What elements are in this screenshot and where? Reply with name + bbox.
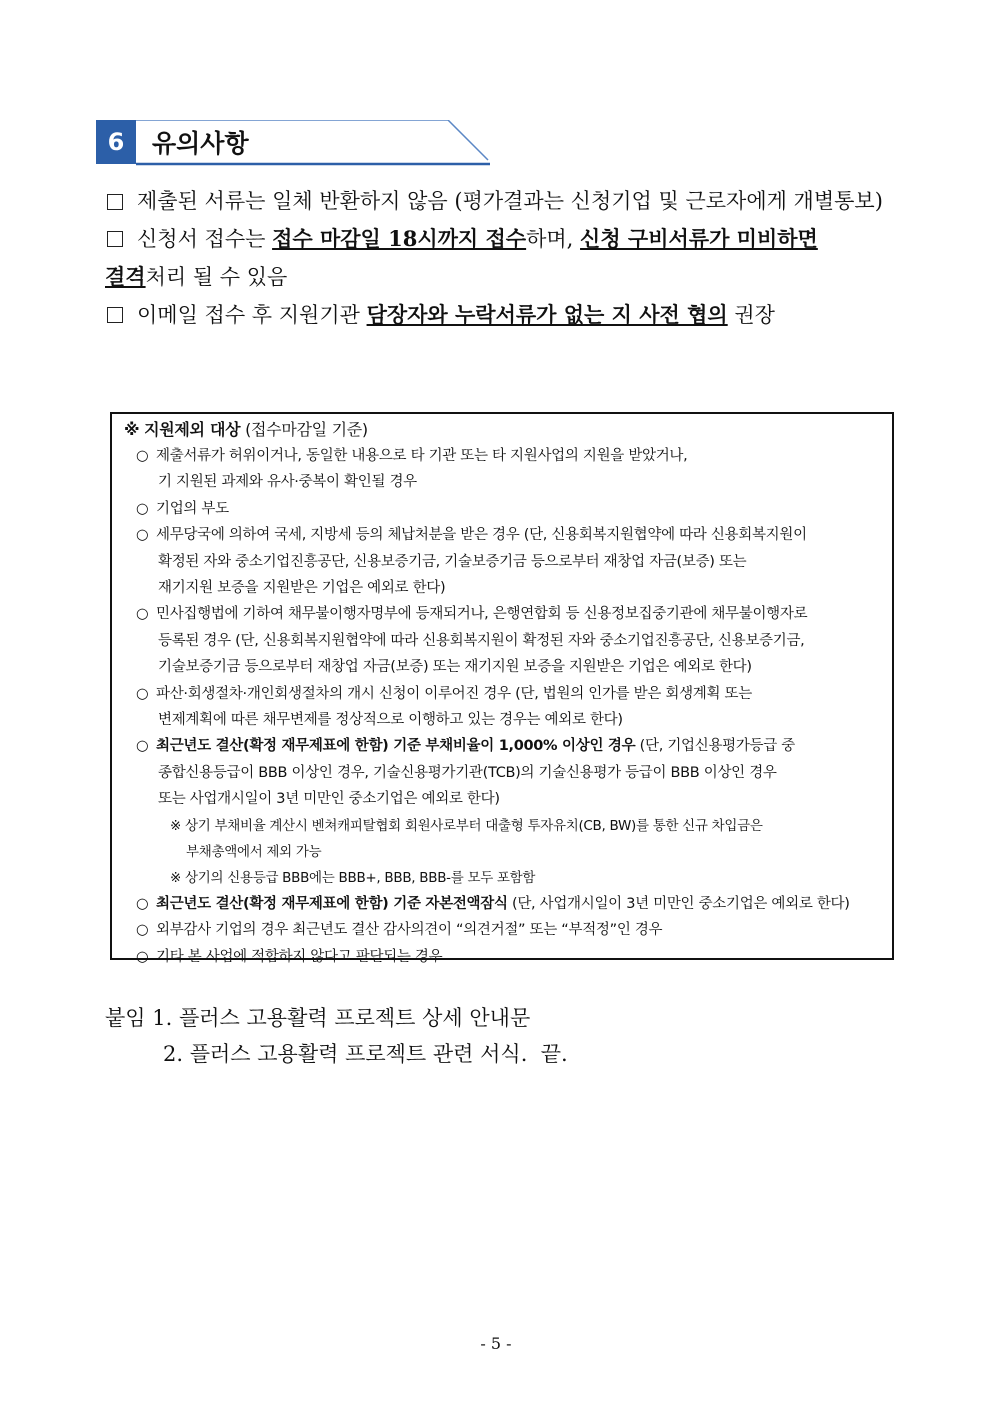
exclusion-notice-box [110, 412, 894, 965]
note-text: 신청서 접수는 접수 마감일 18시까지 접수하며, 신청 구비서류가 미비하면 [137, 226, 818, 251]
notice-item: ○ 기타 본 사업에 적합하지 않다고 판단되는 경우 [136, 948, 443, 965]
attachment-line-1: 붙임 1. 플러스 고용활력 프로젝트 상세 안내문 [105, 1006, 531, 1030]
notice-item: ○ 최근년도 결산(확정 재무제표에 한함) 기준 자본전액잠식 (단, 사업개시일이 3년 미만인 중소기업은 예외로 한다) [136, 895, 850, 912]
notice-item-cont: 확정된 자와 중소기업진흥공단, 신용보증기금, 기술보증기금 등으로부터 재창업 자금(보증) 또는 [158, 553, 747, 570]
section-heading [96, 120, 496, 166]
notice-item-cont: 종합신용등급이 BBB 이상인 경우, 기술신용평가기관(TCB)의 기술신용평가 등급이 BBB 이상인 경우 [158, 764, 777, 781]
notice-item-cont: 변제계획에 따른 채무변제를 정상적으로 이행하고 있는 경우는 예외로 한다) [158, 712, 623, 729]
notes-list [105, 183, 905, 334]
note-text: 제출된 서류는 일체 반환하지 않음 (평가결과는 신청기업 및 근로자에게 개별통보) [137, 189, 883, 213]
notice-item: ○ 최근년도 결산(확정 재무제표에 한함) 기준 부채비율이 1,000% 이상인 경우 (단, 기업신용평가등급 중 [136, 738, 795, 755]
notice-subnote-cont: 부채총액에서 제외 가능 [186, 843, 322, 860]
page-number: - 5 - [480, 1334, 512, 1353]
notice-item: ○ 외부감사 기업의 경우 최근년도 결산 감사의견이 “의견거절” 또는 “부적정”인 경우 [136, 922, 663, 939]
note-text: 이메일 접수 후 지원기관 담장자와 누락서류가 없는 지 사전 협의 권장 [137, 302, 775, 327]
checkbox-square-icon [107, 231, 123, 247]
notice-item: ○ 기업의 부도 [136, 500, 229, 517]
notice-item-cont: 재기지원 보증을 지원받은 기업은 예외로 한다) [158, 580, 446, 597]
attachments [105, 1000, 568, 1072]
note-item [105, 220, 905, 258]
notice-item: ○ 세무당국에 의하여 국세, 지방세 등의 체납처분을 받은 경우 (단, 신용회복지원협약에 따라 신용회복지원이 [136, 527, 807, 544]
checkbox-square-icon [107, 307, 123, 323]
note-continuation [105, 258, 905, 296]
notice-title: ※ 지원제외 대상 (접수마감일 기준) [124, 420, 368, 439]
notice-item: ○ 민사집행법에 기하여 채무불이행자명부에 등재되거나, 은행연합회 등 신용정보집중기관에 채무불이행자로 [136, 606, 808, 623]
section-title: 유의사항 [152, 129, 249, 158]
note-item [105, 296, 905, 334]
notice-item-cont: 또는 사업개시일이 3년 미만인 중소기업은 예외로 한다) [158, 791, 500, 808]
notice-subnote: ※ 상기 부채비율 계산시 벤쳐캐피탈협회 회원사로부터 대출형 투자유치(CB, BW)를 통한 신규 차입금은 [170, 817, 763, 834]
notice-item: ○ 제출서류가 허위이거나, 동일한 내용으로 타 기관 또는 타 지원사업의 지원을 받았거나, [136, 448, 688, 464]
notice-item-cont: 기 지원된 과제와 유사·중복이 확인될 경우 [158, 474, 417, 491]
notice-subnote: ※ 상기의 신용등급 BBB에는 BBB+, BBB, BBB-를 모두 포함함 [170, 869, 536, 886]
notice-item-cont: 기술보증기금 등으로부터 재창업 자금(보증) 또는 재기지원 보증을 지원받은 기업은 예외로 한다) [158, 659, 752, 676]
attachment-line-2: 2. 플러스 고용활력 프로젝트 관련 서식. 끝. [163, 1042, 568, 1066]
checkbox-square-icon [107, 194, 123, 210]
notice-item-cont: 등록된 경우 (단, 신용회복지원협약에 따라 신용회복지원이 확정된 자와 중소기업진흥공단, 신용보증기금, [158, 632, 805, 649]
note-item [105, 183, 905, 220]
section-number: 6 [96, 120, 136, 164]
note-text: 결격처리 될 수 있음 [105, 264, 288, 289]
notice-item: ○ 파산·회생절차·개인회생절차의 개시 신청이 이루어진 경우 (단, 법원의 인가를 받은 회생계획 또는 [136, 685, 752, 702]
